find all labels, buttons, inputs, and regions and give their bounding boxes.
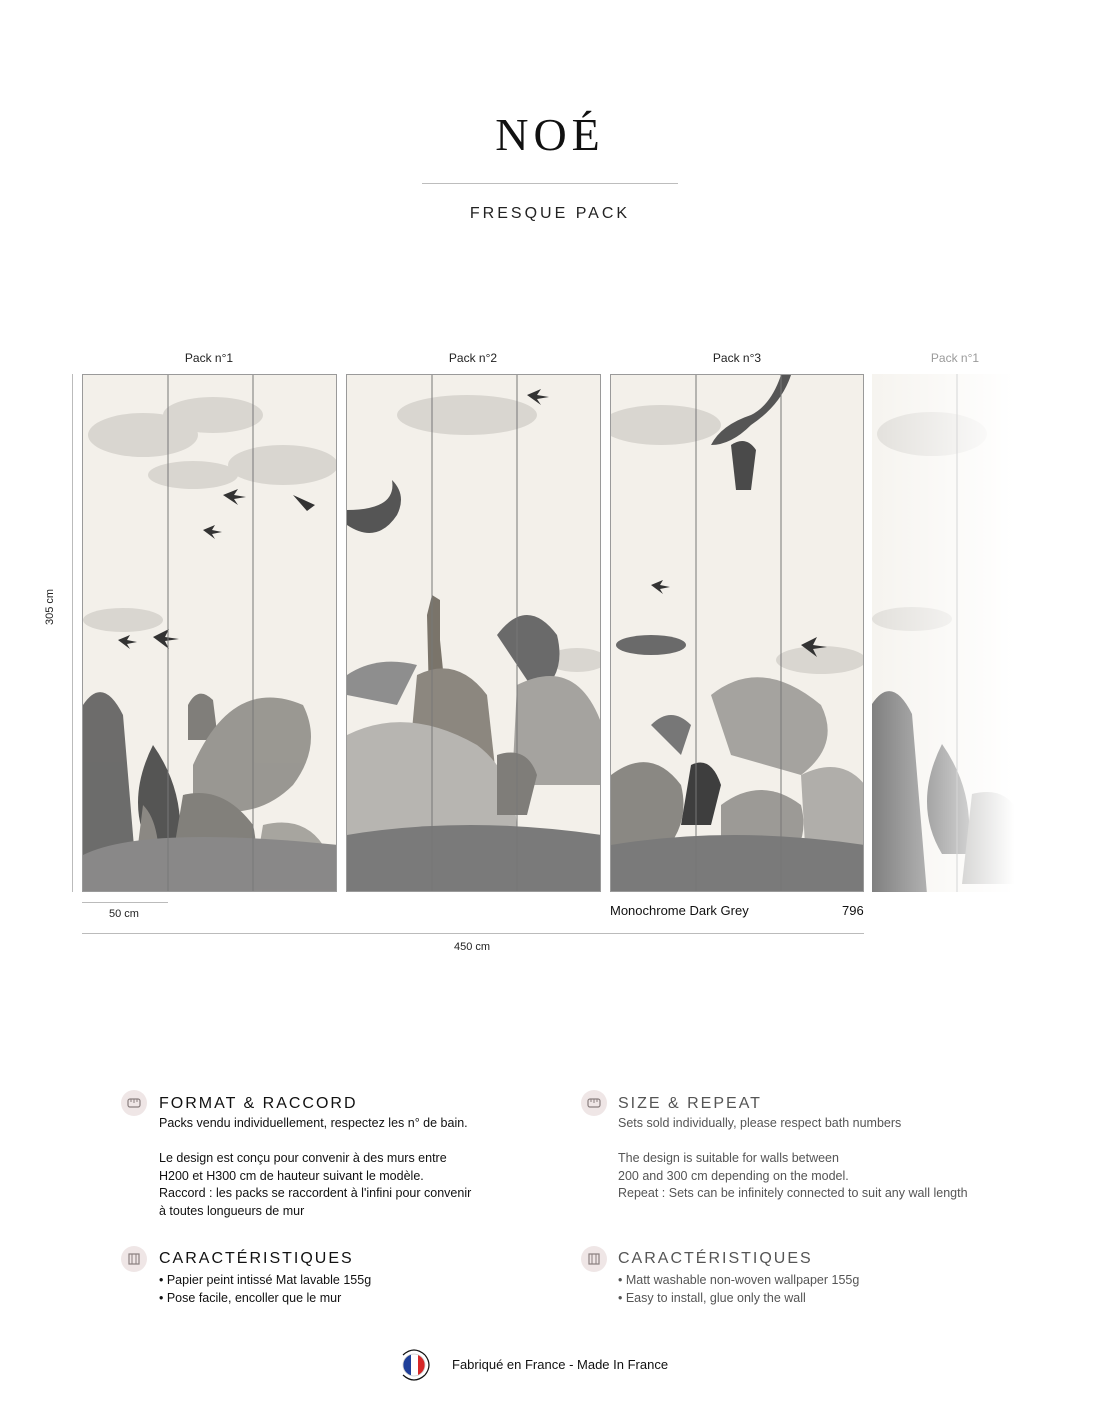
title-divider	[422, 183, 678, 184]
repeat-fade-overlay	[872, 370, 1022, 896]
colorway-name: Monochrome Dark Grey	[610, 903, 749, 918]
strip-width-label: 50 cm	[109, 908, 139, 920]
wallpaper-roll-icon	[581, 1246, 607, 1272]
height-dimension-label: 305 cm	[44, 588, 56, 625]
total-width-label: 450 cm	[454, 941, 491, 953]
pack-label-3: Pack n°3	[712, 351, 762, 365]
mural-panel-pack-2	[346, 374, 601, 892]
pack-label-2: Pack n°2	[448, 351, 498, 365]
height-dimension-line	[72, 374, 73, 892]
made-in-france-text: Fabriqué en France - Made In France	[452, 1357, 669, 1372]
measuring-tape-icon	[121, 1090, 147, 1116]
mural-panel-pack-3	[610, 374, 864, 892]
caracteristiques-text-fr: • Papier peint intissé Mat lavable 155g • Pose facile, encoller que le mur	[159, 1273, 372, 1305]
product-title: NOÉ	[495, 109, 605, 160]
pack-label-1: Pack n°1	[184, 351, 234, 365]
product-subtitle: FRESQUE PACK	[469, 205, 631, 222]
mural-panel-pack-1	[82, 374, 337, 892]
caracteristiques-heading-fr: CARACTÉRISTIQUES	[159, 1250, 354, 1267]
colorway-code: 796	[842, 903, 864, 918]
caracteristiques-heading-en: CARACTÉRISTIQUES	[618, 1250, 813, 1267]
format-raccord-heading: FORMAT & RACCORD	[159, 1095, 358, 1112]
wallpaper-roll-icon	[121, 1246, 147, 1272]
measuring-tape-icon	[581, 1090, 607, 1116]
total-width-dimension-line	[82, 933, 864, 934]
made-in-france-badge	[400, 1343, 440, 1387]
strip-width-dimension-line	[82, 902, 168, 903]
format-raccord-text: Packs vendu individuellement, respectez les n° de bain. Le design est conçu pour convenir à des murs entre H200 et H300 cm de hauteur suivant le modèle. Raccord : les packs se raccordent à l'infini pour convenir à toutes longueurs de mur	[159, 1116, 472, 1218]
size-repeat-text: Sets sold individually, please respect bath numbers The design is suitable for walls between 200 and 300 cm depending on the model. Repeat : Sets can be infinitely connected to suit any wall length	[618, 1116, 968, 1200]
size-repeat-heading: SIZE & REPEAT	[618, 1095, 762, 1112]
pack-label-repeat: Pack n°1	[930, 351, 980, 365]
caracteristiques-text-en: • Matt washable non-woven wallpaper 155g • Easy to install, glue only the wall	[618, 1273, 860, 1305]
